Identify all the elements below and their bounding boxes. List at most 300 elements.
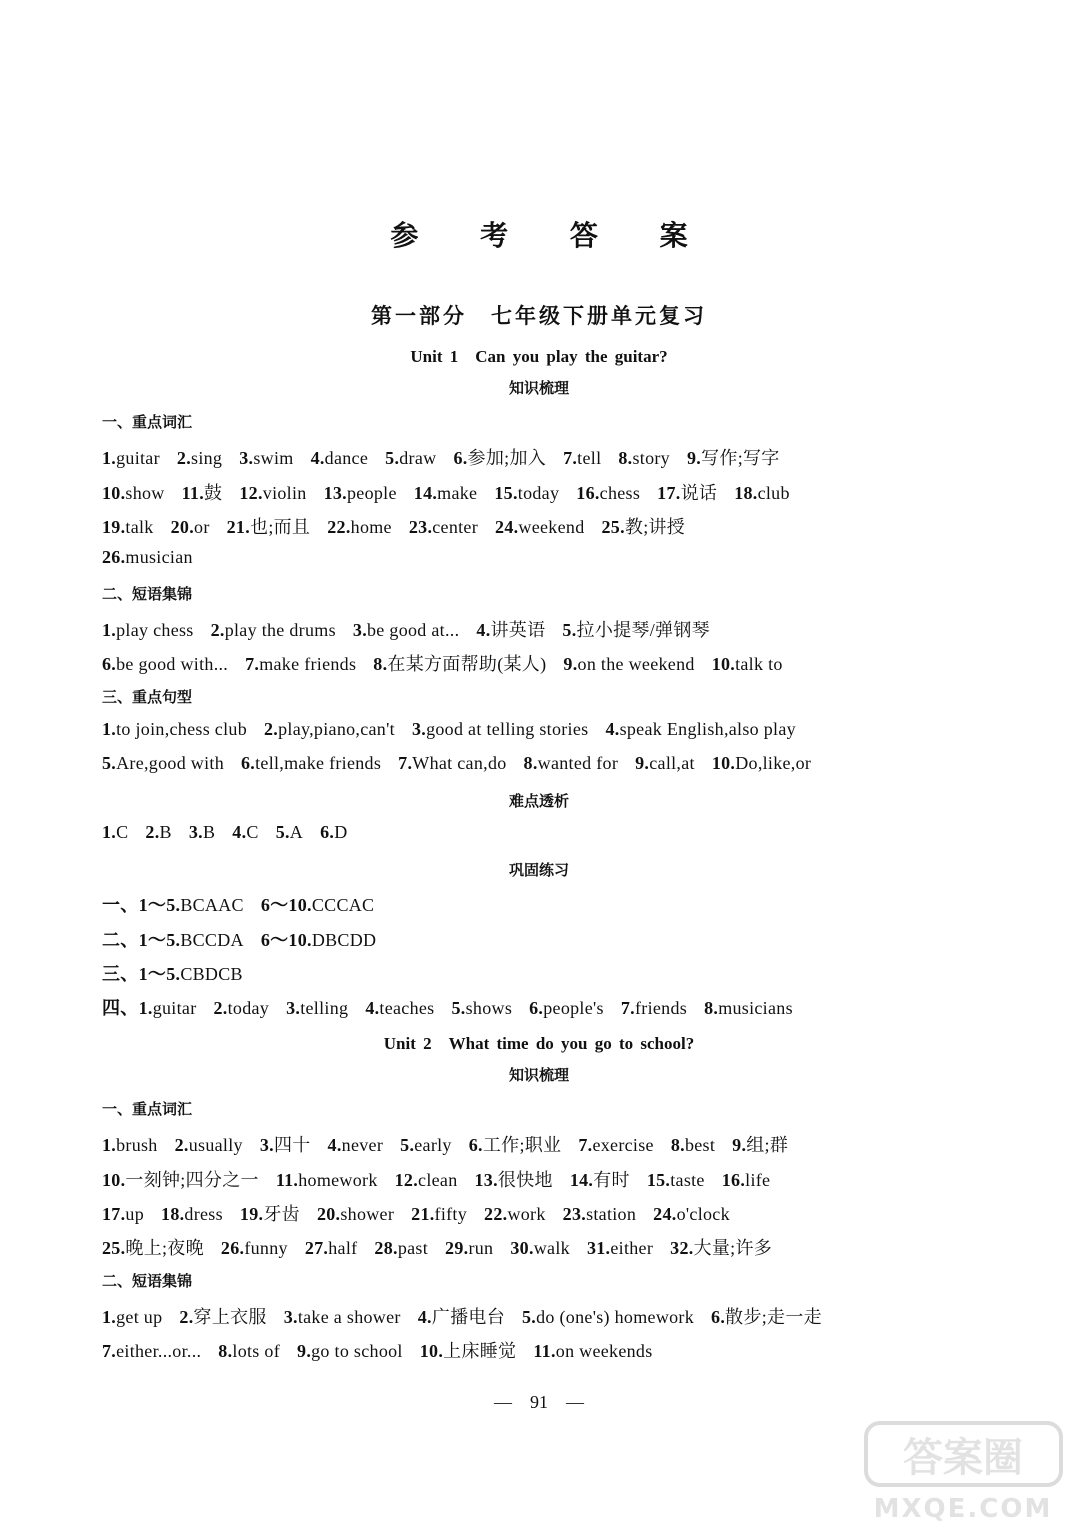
answer-number: 9. xyxy=(635,753,650,773)
answer-item xyxy=(524,753,619,773)
answer-number: 6. xyxy=(320,822,335,842)
answer-number: 11. xyxy=(533,1341,556,1361)
answer-number: 8. xyxy=(618,448,633,468)
answer-text: guitar xyxy=(152,998,197,1018)
answer-item xyxy=(102,654,228,674)
answer-item xyxy=(647,1170,705,1190)
answer-line xyxy=(102,1166,978,1192)
answer-number: 2. xyxy=(264,719,279,739)
answer-item xyxy=(102,895,244,915)
answer-text: 参加;加入 xyxy=(467,448,547,468)
answer-number: 1. xyxy=(102,1307,117,1327)
answer-text: talk to xyxy=(735,654,783,674)
answer-item xyxy=(373,654,546,674)
answer-number: 10. xyxy=(102,1170,126,1190)
answer-number: 6～10. xyxy=(260,930,312,950)
answer-item xyxy=(214,998,270,1018)
answer-number: 5. xyxy=(102,753,117,773)
answer-text: take a shower xyxy=(297,1307,401,1327)
answer-number: 17. xyxy=(102,1204,126,1224)
answer-text: musician xyxy=(125,547,193,567)
answer-text: exercise xyxy=(592,1135,654,1155)
answer-number: 四、1. xyxy=(102,998,153,1018)
page-title: 参 考 答 案 xyxy=(390,219,714,252)
watermark-text: 答案圈 xyxy=(903,1435,1023,1481)
answer-text: dance xyxy=(324,448,369,468)
unit2-title: Unit 2 What time do you go to school? xyxy=(383,1034,695,1053)
answer-number: 8. xyxy=(670,1135,685,1155)
answer-number: 2. xyxy=(210,620,225,640)
answer-item xyxy=(605,719,795,739)
answer-text: be good with... xyxy=(116,654,229,674)
answer-item xyxy=(671,1135,715,1155)
answer-number: 25. xyxy=(102,1238,126,1258)
answer-number: 32. xyxy=(670,1238,694,1258)
answer-text: or xyxy=(194,517,210,537)
answer-text: home xyxy=(350,517,392,537)
answer-text: story xyxy=(632,448,670,468)
answer-item xyxy=(414,483,478,503)
answer-number: 4. xyxy=(605,719,620,739)
answer-number: 1. xyxy=(102,620,117,640)
answer-text: chess xyxy=(599,483,641,503)
answer-number: 7. xyxy=(563,448,578,468)
answer-item xyxy=(102,964,243,984)
answer-item xyxy=(420,1341,517,1361)
answer-text: 穿上衣服 xyxy=(193,1307,267,1327)
answer-item xyxy=(102,1204,144,1224)
answer-line xyxy=(102,1303,978,1329)
answer-number: 9. xyxy=(686,448,702,468)
answer-item xyxy=(711,1307,822,1327)
unit1-practice-heading: 巩固练习 xyxy=(508,861,569,879)
answer-line xyxy=(102,1337,978,1363)
unit1-knowledge-heading: 知识梳理 xyxy=(508,379,569,397)
answer-text: either xyxy=(610,1238,654,1258)
answer-number: 10. xyxy=(102,483,126,503)
answer-item xyxy=(245,654,356,674)
answer-item xyxy=(452,998,513,1018)
answer-item xyxy=(412,719,589,739)
answer-text: 牙齿 xyxy=(263,1204,300,1224)
answer-item xyxy=(722,1170,771,1190)
answer-number: 4. xyxy=(327,1135,342,1155)
answer-item xyxy=(353,620,460,640)
answer-number: 12. xyxy=(394,1170,419,1190)
answer-number: 21. xyxy=(411,1204,435,1224)
answer-number: 7. xyxy=(102,1341,117,1361)
answer-number: 2. xyxy=(179,1307,194,1327)
answer-item xyxy=(562,620,710,640)
answer-item xyxy=(385,448,436,468)
unit1-difficult-heading: 难点透析 xyxy=(508,792,569,810)
answer-item xyxy=(398,753,506,773)
answer-text: people's xyxy=(543,998,604,1018)
part-title: 第一部分 七年级下册单元复习 xyxy=(371,303,707,328)
answer-text: center xyxy=(432,517,479,537)
answer-text: draw xyxy=(399,448,437,468)
answer-item xyxy=(102,448,160,468)
answer-text: call,at xyxy=(649,753,695,773)
answer-text: C xyxy=(246,822,259,842)
answer-item xyxy=(286,998,348,1018)
answer-item xyxy=(175,1135,243,1155)
answer-number: 26. xyxy=(220,1238,245,1258)
answer-text: walk xyxy=(533,1238,570,1258)
answer-item xyxy=(177,448,222,468)
answer-number: 11. xyxy=(181,483,205,503)
answer-number: 4. xyxy=(417,1307,432,1327)
answer-item xyxy=(445,1238,493,1258)
answer-text: C xyxy=(116,822,129,842)
answer-number: 2. xyxy=(213,998,228,1018)
answer-item xyxy=(276,822,303,842)
unit2-knowledge-heading: 知识梳理 xyxy=(508,1066,569,1084)
answer-text: tell,make friends xyxy=(255,753,382,773)
answer-text: never xyxy=(341,1135,384,1155)
answer-number: 8. xyxy=(704,998,719,1018)
answer-line xyxy=(102,994,978,1020)
answer-number: 10. xyxy=(711,753,736,773)
answer-number: 2. xyxy=(145,822,160,842)
answer-text: BCAAC xyxy=(180,895,244,915)
answer-line xyxy=(102,1200,978,1226)
answer-item xyxy=(453,448,546,468)
answer-number: 9. xyxy=(297,1341,312,1361)
answer-number: 29. xyxy=(445,1238,469,1258)
answer-number: 3. xyxy=(188,822,203,842)
answer-item xyxy=(495,517,584,537)
answer-number: 13. xyxy=(474,1170,498,1190)
answer-text: wanted for xyxy=(537,753,619,773)
answer-item xyxy=(320,822,347,842)
answer-text: play the drums xyxy=(224,620,336,640)
unit1-title: Unit 1 Can you play the guitar? xyxy=(410,347,668,366)
answer-number: 23. xyxy=(562,1204,587,1224)
answer-item xyxy=(171,517,210,537)
answer-number: 6. xyxy=(241,753,256,773)
answer-number: 2. xyxy=(176,448,192,468)
answer-text: teaches xyxy=(379,998,435,1018)
answer-number: 6. xyxy=(711,1307,726,1327)
answer-text: to join,chess club xyxy=(116,719,247,739)
answer-text: clean xyxy=(418,1170,458,1190)
answer-item xyxy=(261,930,377,950)
answer-number: 5. xyxy=(385,448,400,468)
answer-number: 19. xyxy=(239,1204,264,1224)
answer-item xyxy=(563,448,601,468)
answer-number: 25. xyxy=(601,517,625,537)
answer-text: 有时 xyxy=(593,1170,630,1190)
answer-text: o'clock xyxy=(676,1204,730,1224)
answer-line xyxy=(102,650,978,676)
answer-text: guitar xyxy=(116,448,160,468)
page-number: — 91 — xyxy=(494,1392,584,1412)
answer-number: 24. xyxy=(653,1204,677,1224)
answer-number: 19. xyxy=(102,517,126,537)
answer-text: telling xyxy=(300,998,349,1018)
answer-item xyxy=(578,1135,653,1155)
answer-text: B xyxy=(202,822,216,842)
answer-line xyxy=(102,926,978,952)
answer-item xyxy=(284,1307,401,1327)
answer-number: 21. xyxy=(226,517,251,537)
answer-text: talk xyxy=(125,517,154,537)
answer-number: 8. xyxy=(523,753,538,773)
answer-line xyxy=(102,822,978,843)
answer-text: musicians xyxy=(718,998,793,1018)
answer-text: What can,do xyxy=(412,753,507,773)
unit1-sentences-heading: 三、重点句型 xyxy=(102,688,193,706)
answer-line xyxy=(102,1234,978,1260)
answer-number: 15. xyxy=(646,1170,671,1190)
answer-number: 18. xyxy=(161,1204,185,1224)
answer-item xyxy=(494,483,559,503)
answer-text: taste xyxy=(670,1170,705,1190)
answer-text: work xyxy=(507,1204,546,1224)
answer-text: funny xyxy=(244,1238,288,1258)
answer-text: 讲英语 xyxy=(490,620,546,640)
answer-item xyxy=(102,1341,201,1361)
answer-item xyxy=(732,1135,788,1155)
answer-text: on the weekend xyxy=(577,654,695,674)
answer-text: good at telling stories xyxy=(426,719,589,739)
answer-item xyxy=(328,1135,384,1155)
answer-item xyxy=(102,1135,158,1155)
answer-text: dress xyxy=(184,1204,223,1224)
answer-item xyxy=(179,1307,266,1327)
answer-text: play,piano,can't xyxy=(278,719,395,739)
answer-item xyxy=(734,483,790,503)
answer-number: 三、1～5. xyxy=(102,964,181,984)
answer-text: Do,like,or xyxy=(735,753,812,773)
answer-number: 3. xyxy=(411,719,427,739)
answer-text: tell xyxy=(577,448,602,468)
answer-number: 5. xyxy=(562,620,577,640)
answer-line xyxy=(102,891,978,917)
answer-text: 拉小提琴/弹钢琴 xyxy=(576,620,710,640)
answer-number: 3. xyxy=(283,1307,298,1327)
answer-item xyxy=(618,448,670,468)
answer-number: 5. xyxy=(451,998,466,1018)
answer-item xyxy=(241,753,381,773)
answer-text: 也;而且 xyxy=(250,517,311,537)
answer-text: club xyxy=(757,483,790,503)
answer-text: 工作;职业 xyxy=(482,1135,562,1155)
answer-item xyxy=(182,483,223,503)
answer-number: 一、1～5. xyxy=(102,895,181,915)
answer-text: 组;群 xyxy=(746,1135,789,1155)
answer-text: show xyxy=(125,483,165,503)
answer-number: 二、1～5. xyxy=(102,930,181,950)
answer-item xyxy=(533,1341,652,1361)
answer-item xyxy=(576,483,640,503)
answer-item xyxy=(102,753,224,773)
answer-number: 22. xyxy=(484,1204,508,1224)
answer-number: 4. xyxy=(476,620,491,640)
answer-text: 一刻钟;四分之一 xyxy=(125,1170,259,1190)
answer-text: life xyxy=(745,1170,771,1190)
answer-item xyxy=(324,483,397,503)
answer-text: 上床睡觉 xyxy=(443,1341,517,1361)
answer-item xyxy=(484,1204,546,1224)
answer-text: 很快地 xyxy=(497,1170,553,1190)
answer-item xyxy=(670,1238,772,1258)
answer-number: 1. xyxy=(102,822,117,842)
answer-line xyxy=(102,479,978,505)
answer-item xyxy=(221,1238,288,1258)
answer-number: 14. xyxy=(569,1170,594,1190)
answer-number: 7. xyxy=(398,753,413,773)
answer-number: 6. xyxy=(102,654,117,674)
answer-text: shower xyxy=(340,1204,395,1224)
watermark-logo xyxy=(861,1413,1066,1528)
answer-text: either...or... xyxy=(116,1341,202,1361)
answer-text: Are,good with xyxy=(116,753,224,773)
answer-item xyxy=(653,1204,730,1224)
answer-text: go to school xyxy=(311,1341,403,1361)
answer-text: sing xyxy=(191,448,223,468)
answer-line xyxy=(102,547,978,568)
answer-text: CCCAC xyxy=(311,895,375,915)
answer-number: 24. xyxy=(495,517,519,537)
answer-item xyxy=(687,448,780,468)
answer-number: 31. xyxy=(586,1238,611,1258)
answer-number: 3. xyxy=(352,620,367,640)
answer-item xyxy=(102,822,128,842)
unit2-vocab-heading: 一、重点词汇 xyxy=(102,1100,193,1118)
answer-text: A xyxy=(289,822,304,842)
answer-item xyxy=(587,1238,653,1258)
answer-item xyxy=(657,483,717,503)
answer-item xyxy=(510,1238,570,1258)
answer-item xyxy=(102,620,194,640)
answer-number: 3. xyxy=(286,998,301,1018)
unit2-phrases-heading: 二、短语集锦 xyxy=(102,1272,193,1290)
answer-number: 1. xyxy=(102,448,117,468)
answer-number: 6. xyxy=(468,1135,483,1155)
answer-text: usually xyxy=(188,1135,243,1155)
answer-number: 15. xyxy=(494,483,518,503)
answer-number: 30. xyxy=(510,1238,534,1258)
answer-text: do (one's) homework xyxy=(536,1307,695,1327)
answer-number: 6～10. xyxy=(260,895,312,915)
answer-text: D xyxy=(334,822,348,842)
answer-text: on weekends xyxy=(555,1341,653,1361)
answer-line xyxy=(102,753,978,774)
answer-line xyxy=(102,444,978,470)
answer-item xyxy=(189,822,215,842)
answer-item xyxy=(227,517,311,537)
answer-line xyxy=(102,960,978,986)
answer-number: 8. xyxy=(373,654,388,674)
answer-item xyxy=(409,517,478,537)
answer-number: 27. xyxy=(304,1238,329,1258)
answer-number: 16. xyxy=(576,483,600,503)
answer-item xyxy=(570,1170,630,1190)
answer-item xyxy=(260,1135,311,1155)
answer-item xyxy=(102,517,154,537)
answer-text: be good at... xyxy=(367,620,460,640)
answer-text: shows xyxy=(465,998,513,1018)
answer-item xyxy=(395,1170,458,1190)
answer-text: 大量;许多 xyxy=(693,1238,773,1258)
answer-number: 26. xyxy=(102,547,126,567)
answer-item xyxy=(365,998,434,1018)
answer-item xyxy=(232,822,258,842)
answer-item xyxy=(239,448,293,468)
answer-number: 16. xyxy=(721,1170,746,1190)
answer-item xyxy=(305,1238,358,1258)
answer-text: 说话 xyxy=(680,483,718,503)
answer-item xyxy=(522,1307,694,1327)
answer-number: 5. xyxy=(522,1307,537,1327)
answer-text: brush xyxy=(116,1135,158,1155)
answer-item xyxy=(239,483,306,503)
answer-item xyxy=(218,1341,280,1361)
answer-item xyxy=(102,547,193,567)
answer-text: 晚上;夜晚 xyxy=(125,1238,204,1258)
answer-item xyxy=(102,1307,162,1327)
answer-text: early xyxy=(414,1135,452,1155)
answer-text: 写作;写字 xyxy=(701,448,780,468)
answer-text: past xyxy=(397,1238,429,1258)
answer-item xyxy=(102,719,247,739)
answer-number: 11. xyxy=(275,1170,299,1190)
answer-item xyxy=(264,719,395,739)
answer-item xyxy=(469,1135,562,1155)
answer-item xyxy=(211,620,336,640)
answer-text: B xyxy=(159,822,172,842)
answer-item xyxy=(276,1170,378,1190)
answer-number: 7. xyxy=(578,1135,593,1155)
answer-number: 13. xyxy=(323,483,347,503)
answer-text: 鼓 xyxy=(204,483,223,503)
answer-text: speak English,also play xyxy=(619,719,796,739)
answer-line xyxy=(102,719,978,740)
answer-item xyxy=(311,448,369,468)
answer-number: 7. xyxy=(620,998,635,1018)
answer-line xyxy=(102,513,978,539)
answer-number: 3. xyxy=(239,448,254,468)
answer-number: 1. xyxy=(102,1135,117,1155)
answer-number: 14. xyxy=(413,483,438,503)
answer-item xyxy=(240,1204,300,1224)
answer-item xyxy=(374,1238,428,1258)
answer-number: 10. xyxy=(711,654,736,674)
answer-item xyxy=(317,1204,394,1224)
answer-number: 7. xyxy=(245,654,260,674)
answer-item xyxy=(635,753,695,773)
answer-number: 1. xyxy=(102,719,117,739)
answer-number: 18. xyxy=(734,483,758,503)
answer-number: 6. xyxy=(453,448,468,468)
answer-number: 4. xyxy=(232,822,247,842)
answer-text: violin xyxy=(262,483,307,503)
answer-number: 22. xyxy=(327,517,351,537)
answer-number: 4. xyxy=(365,998,380,1018)
answer-number: 9. xyxy=(563,654,578,674)
answer-item xyxy=(145,822,171,842)
answer-text: DBCDD xyxy=(311,930,377,950)
answer-text: 散步;走一走 xyxy=(725,1307,822,1327)
answer-text: 广播电台 xyxy=(431,1307,505,1327)
answer-text: fifty xyxy=(434,1204,468,1224)
answer-number: 9. xyxy=(732,1135,747,1155)
answer-number: 17. xyxy=(657,483,681,503)
answer-item xyxy=(476,620,545,640)
answer-item xyxy=(327,517,392,537)
